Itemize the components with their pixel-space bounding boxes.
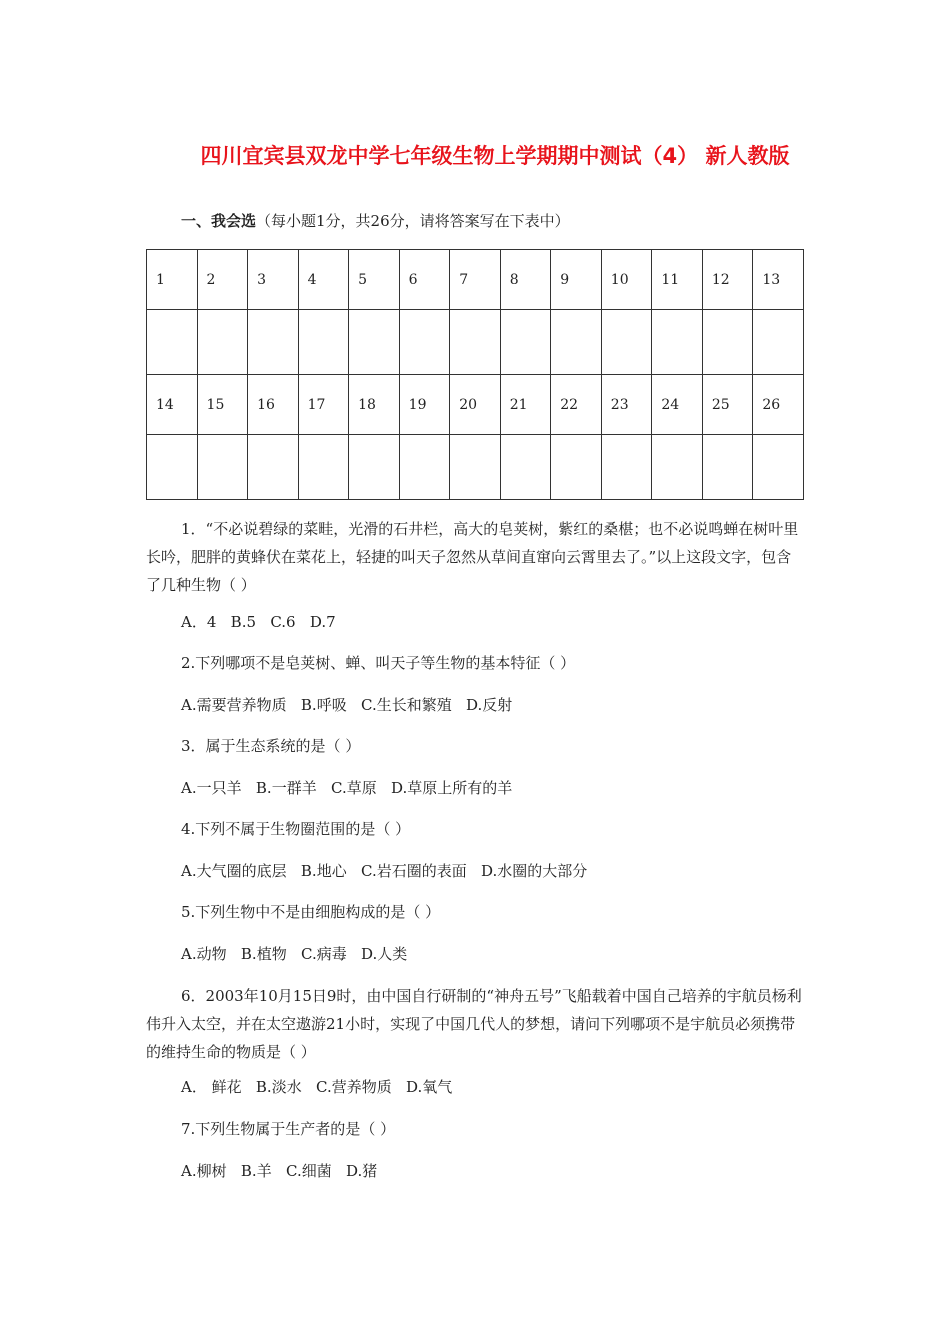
answer-cell[interactable]: [450, 310, 501, 375]
answer-cell[interactable]: [197, 435, 248, 500]
question-number-cell: 6: [399, 250, 450, 310]
question-6-stem: 6．2003年10月15日9时，由中国自行研制的“神舟五号”飞船载着中国自己培养的宇航员杨利伟升入太空，并在太空遨游21小时，实现了中国几代人的梦想，请问下列哪项不是宇航员必须携带的维持生命的物质是（ ）: [146, 987, 802, 1061]
answer-table: [146, 249, 804, 500]
question-2-options: A.需要营养物质 B.呼吸 C.生长和繁殖 D.反射: [181, 696, 513, 714]
question-number-cell: 18: [349, 375, 400, 435]
answer-cell[interactable]: [248, 435, 299, 500]
answer-cell[interactable]: [652, 310, 703, 375]
question-number-cell: 12: [702, 250, 753, 310]
question-number-cell: 10: [601, 250, 652, 310]
question-4-options: A.大气圈的底层 B.地心 C.岩石圈的表面 D.水圈的大部分: [181, 862, 588, 880]
answer-table-blank-row: [147, 435, 804, 500]
section-heading: [181, 211, 570, 231]
answer-cell[interactable]: [601, 310, 652, 375]
question-number-cell: 14: [147, 375, 198, 435]
question-number-cell: 23: [601, 375, 652, 435]
answer-cell[interactable]: [298, 435, 349, 500]
answer-table-number-row: [147, 375, 804, 435]
answer-cell[interactable]: [601, 435, 652, 500]
question-number-cell: 11: [652, 250, 703, 310]
question-number-cell: 22: [551, 375, 602, 435]
question-number-cell: 25: [702, 375, 753, 435]
question-number-cell: 15: [197, 375, 248, 435]
answer-cell[interactable]: [702, 435, 753, 500]
answer-cell[interactable]: [551, 435, 602, 500]
question-7-options: A.柳树 B.羊 C.细菌 D.猪: [181, 1162, 378, 1180]
section-heading-note: （每小题1分，共26分，请将答案写在下表中）: [256, 212, 570, 230]
question-7-stem: 7.下列生物属于生产者的是（ ）: [181, 1120, 396, 1138]
question-number-cell: 13: [753, 250, 804, 310]
answer-cell[interactable]: [399, 310, 450, 375]
question-5-options: A.动物 B.植物 C.病毒 D.人类: [181, 945, 408, 963]
question-number-cell: 2: [197, 250, 248, 310]
answer-cell[interactable]: [652, 435, 703, 500]
question-number-cell: 20: [450, 375, 501, 435]
question-number-cell: 21: [500, 375, 551, 435]
question-number-cell: 26: [753, 375, 804, 435]
question-4-stem: 4.下列不属于生物圈范围的是（ ）: [181, 820, 411, 838]
question-number-cell: 24: [652, 375, 703, 435]
question-number-cell: 7: [450, 250, 501, 310]
answer-cell[interactable]: [197, 310, 248, 375]
question-number-cell: 1: [147, 250, 198, 310]
answer-cell[interactable]: [702, 310, 753, 375]
question-3-stem: 3．属于生态系统的是（ ）: [181, 737, 361, 755]
question-number-cell: 3: [248, 250, 299, 310]
question-5-stem: 5.下列生物中不是由细胞构成的是（ ）: [181, 903, 441, 921]
question-number-cell: 19: [399, 375, 450, 435]
answer-cell[interactable]: [753, 435, 804, 500]
question-number-cell: 4: [298, 250, 349, 310]
answer-cell[interactable]: [349, 310, 400, 375]
answer-cell[interactable]: [147, 435, 198, 500]
question-2-stem: 2.下列哪项不是皂荚树、蝉、叫天子等生物的基本特征（ ）: [181, 654, 576, 672]
answer-table-blank-row: [147, 310, 804, 375]
section-heading-label: 一、我会选: [181, 212, 257, 230]
answer-cell[interactable]: [399, 435, 450, 500]
question-number-cell: 17: [298, 375, 349, 435]
question-number-cell: 5: [349, 250, 400, 310]
answer-cell[interactable]: [753, 310, 804, 375]
question-1-stem: 1．“不必说碧绿的菜畦，光滑的石井栏，高大的皂荚树，紫红的桑椹；也不必说鸣蝉在树叶里长吟，肥胖的黄蜂伏在菜花上，轻捷的叫天子忽然从草间直窜向云霄里去了。”以上这段文字，包含了几种生物（ ）: [146, 520, 799, 594]
answer-cell[interactable]: [450, 435, 501, 500]
answer-cell[interactable]: [551, 310, 602, 375]
question-number-cell: 8: [500, 250, 551, 310]
document-title: 四川宜宾县双龙中学七年级生物上学期期中测试（4） 新人教版: [200, 144, 790, 168]
question-number-cell: 9: [551, 250, 602, 310]
question-1-options: A．4 B.5 C.6 D.7: [181, 613, 336, 631]
question-3-options: A.一只羊 B.一群羊 C.草原 D.草原上所有的羊: [181, 779, 513, 797]
question-6-options: A． 鲜花 B.淡水 C.营养物质 D.氧气: [181, 1078, 453, 1096]
answer-cell[interactable]: [500, 310, 551, 375]
answer-cell[interactable]: [349, 435, 400, 500]
answer-cell[interactable]: [248, 310, 299, 375]
answer-table-number-row: [147, 250, 804, 310]
answer-cell[interactable]: [500, 435, 551, 500]
answer-cell[interactable]: [147, 310, 198, 375]
question-number-cell: 16: [248, 375, 299, 435]
answer-cell[interactable]: [298, 310, 349, 375]
